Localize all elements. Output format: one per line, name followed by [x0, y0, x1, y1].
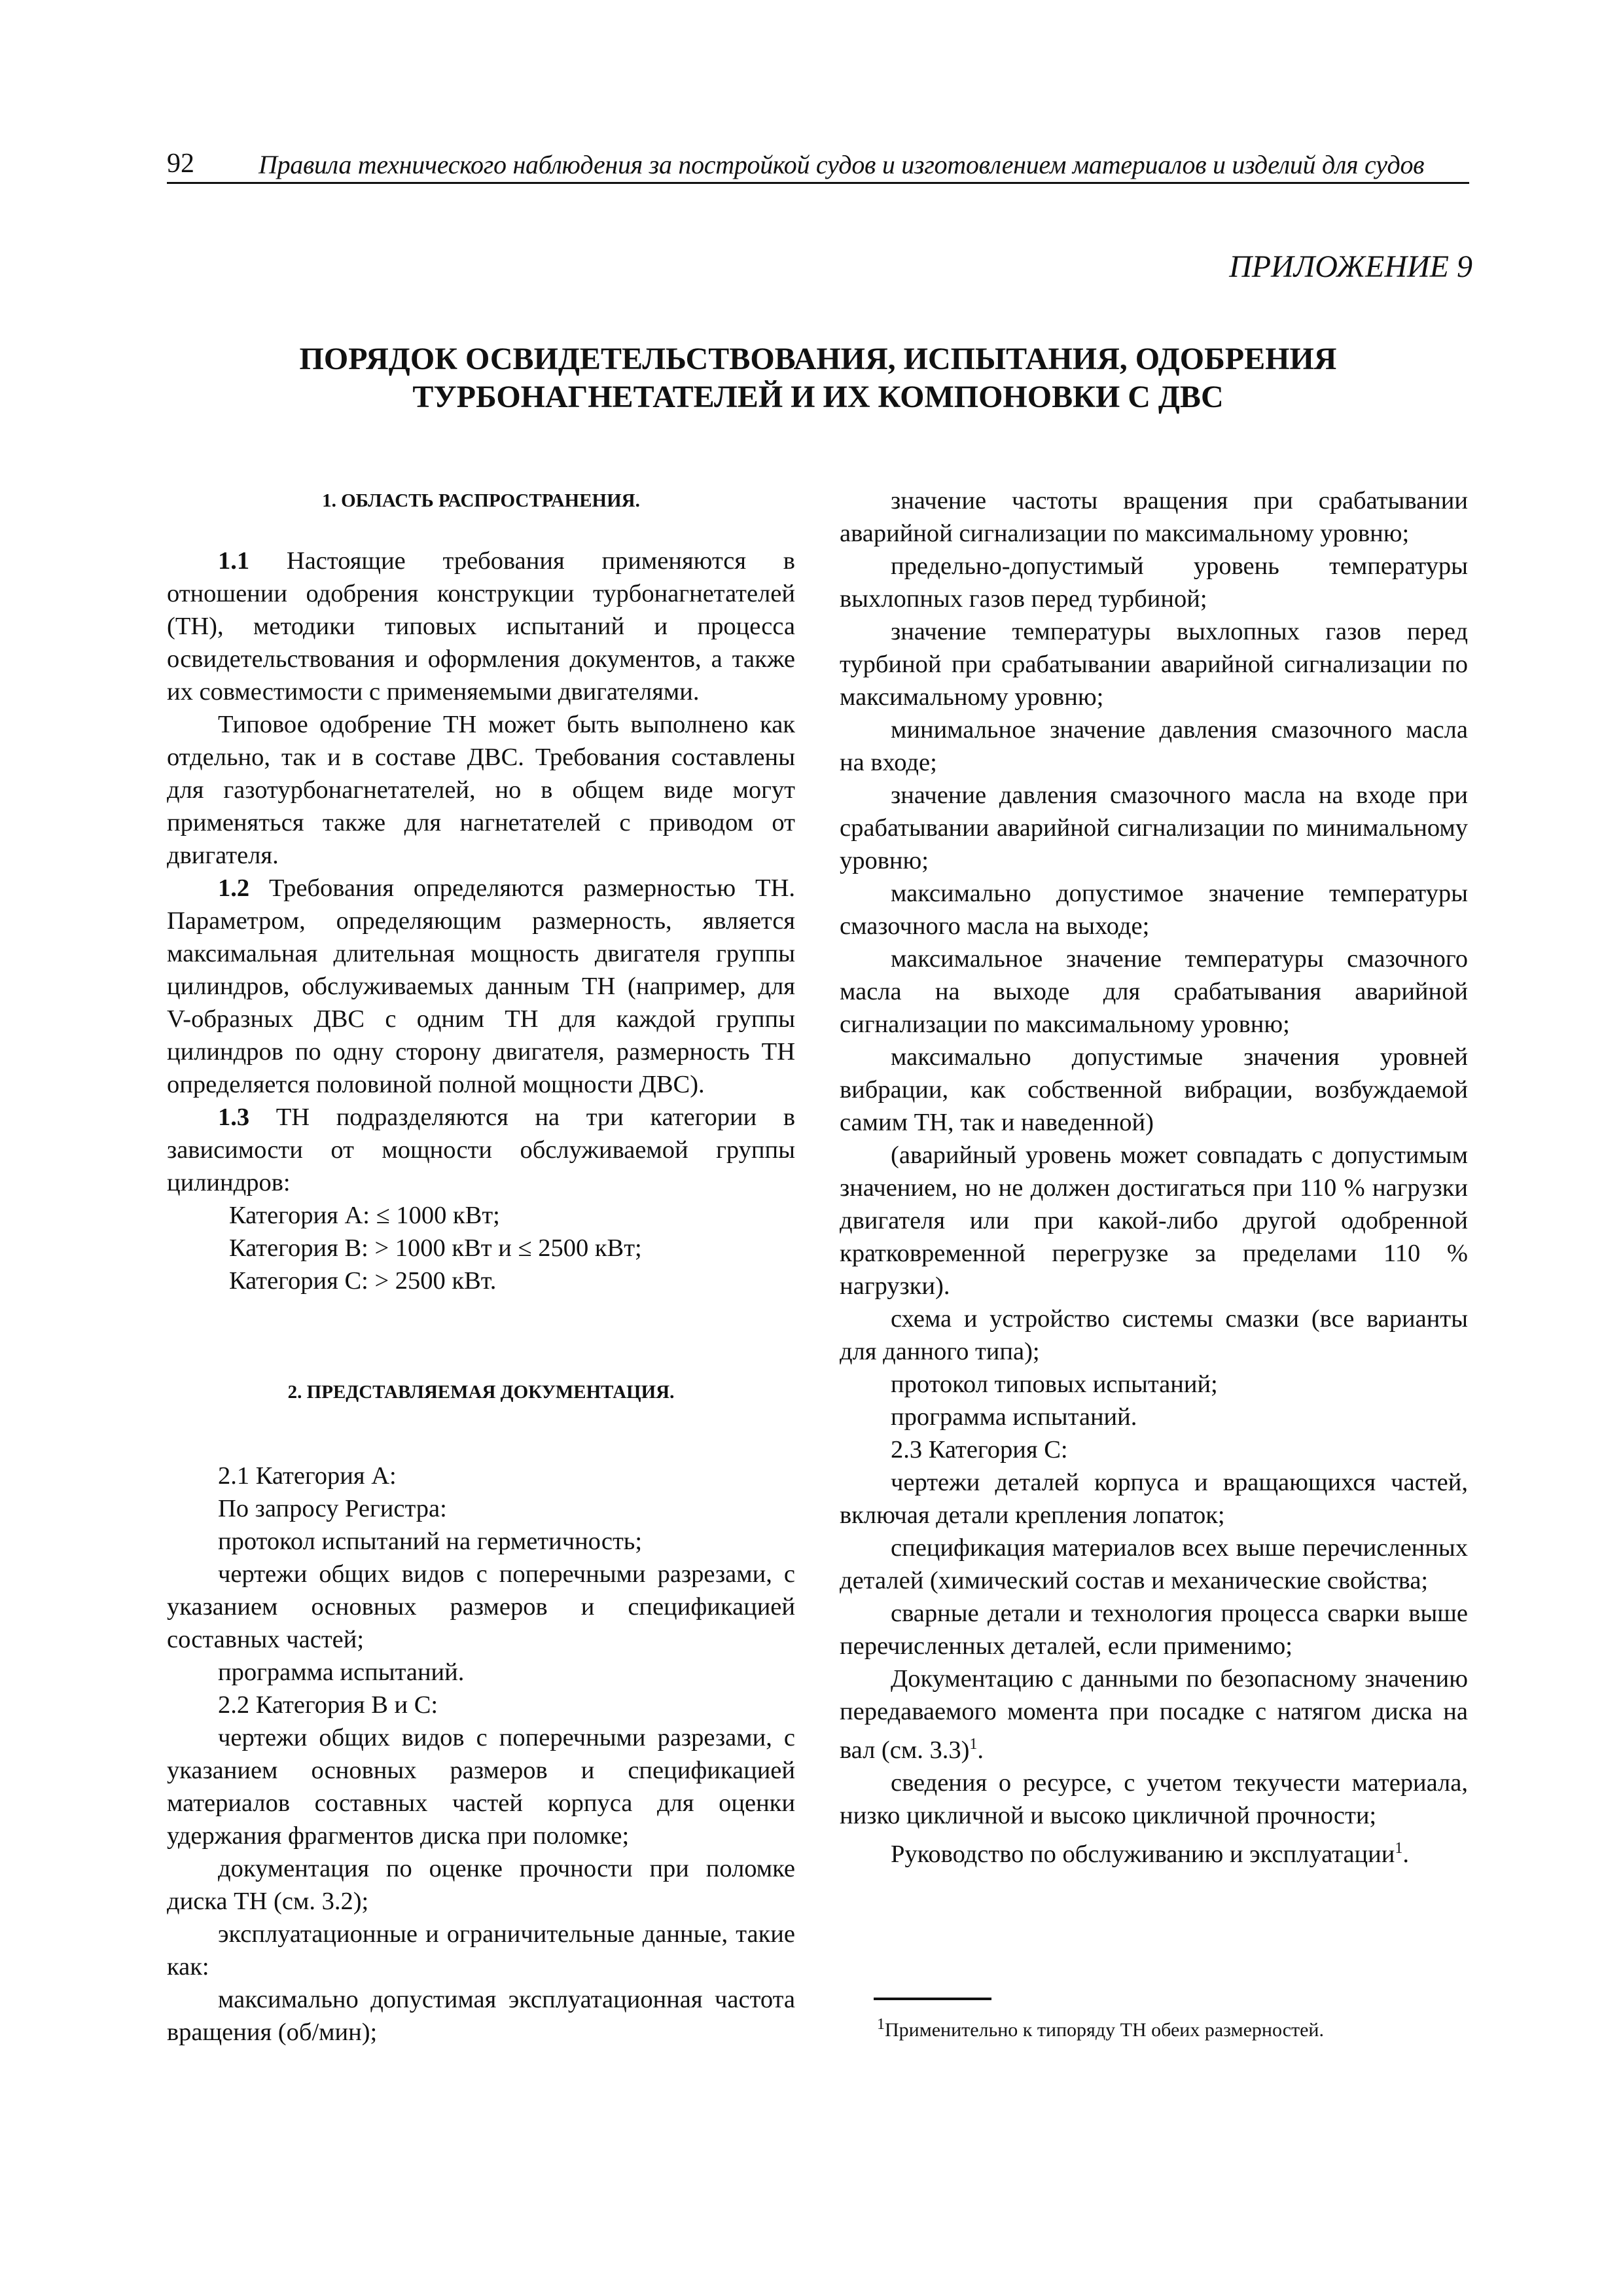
paragraph-2-2-c: эксплуатационные и ограничительные данные, такие как:	[167, 1920, 795, 1981]
paragraph-r18: сведения о ресурсе, с учетом текучести материала, низко цикличной и высоко цикличной прочности;	[840, 1768, 1468, 1829]
paragraph-r13: 2.3 Категория С:	[891, 1436, 1068, 1463]
paragraph-2-2-b: документация по оценке прочности при поломке диска ТН (см. 3.2);	[167, 1855, 795, 1915]
category-a: Категория А: ≤ 1000 кВт;	[229, 1202, 500, 1229]
paragraph-r15: спецификация материалов всех выше перечисленных деталей (химический состав и механические свойства;	[840, 1534, 1468, 1594]
footnote-ref: 1	[1395, 1839, 1403, 1857]
paragraph-r12: программа испытаний.	[891, 1403, 1137, 1431]
paragraph-r9: (аварийный уровень может совпадать с допустимым значением, но не должен достигаться при 110 % нагрузки двигателя или при какой-либо другой одобренной кратковременной перегрузке за пределами 110 % нагрузки).	[840, 1141, 1468, 1300]
paragraph-r1: значение частоты вращения при срабатывании аварийной сигнализации по максимальному уровню;	[840, 487, 1468, 547]
paragraph-r8: максимально допустимые значения уровней вибрации, как собственной вибрации, возбуждаемой самим ТН, так и наведенной)	[840, 1043, 1468, 1136]
footnote	[877, 2016, 1324, 2041]
paragraph-r2: предельно-допустимый уровень температуры выхлопных газов перед турбиной;	[840, 552, 1468, 613]
category-c: Категория С: > 2500 кВт.	[229, 1267, 497, 1295]
footnote-divider	[874, 1998, 991, 2000]
paragraph-text: Документацию с данными по безопасному значению передаваемого момента при посадке с натягом диска на вал (см. 3.3)	[840, 1665, 1468, 1764]
paragraph-text: Требования определяются размерностью ТН. Параметром, определяющим размерность, является максимальная длительная мощность двигателя группы цилиндров, обслуживаемых данным ТН (например, для V-образных ДВС с одним ТН для каждой группы цилиндров по одну сторону двигателя, размерность ТН определяется половиной полной мощности ДВС).	[167, 874, 796, 1098]
section-1-heading: 1. ОБЛАСТЬ РАСПРОСТРАНЕНИЯ.	[322, 490, 640, 511]
footnote-text: Применительно к типоряду ТН обеих размерностей.	[885, 2019, 1324, 2041]
paragraph-text: Настоящие требования применяются в отношении одобрения конструкции турбонагнетателей (ТН), методики типовых испытаний и процесса освидетельствования и оформления документов, а также их совместимости с применяемыми двигателями.	[167, 547, 795, 706]
clause-number: 1.3	[218, 1103, 250, 1131]
paragraph-typical-approval: Типовое одобрение ТН может быть выполнено как отдельно, так и в составе ДВС. Требования составлены для газотурбонагнетателей, но в общем виде могут применяться также для нагнетателей с приводом от двигателя.	[167, 711, 795, 869]
section-2-heading: 2. ПРЕДСТАВЛЯЕМАЯ ДОКУМЕНТАЦИЯ.	[287, 1382, 675, 1403]
paragraph-2-2: 2.2 Категория В и С:	[218, 1691, 438, 1719]
paragraph-r19: Руководство по обслуживанию и эксплуатации$^1$.	[891, 1839, 1409, 1868]
paragraph-r5: значение давления смазочного масла на входе при срабатывании аварийной сигнализации по минимальному уровню;	[840, 781, 1468, 874]
paragraph-r10: схема и устройство системы смазки (все варианты для данного типа);	[840, 1305, 1468, 1365]
appendix-label: ПРИЛОЖЕНИЕ 9	[1229, 249, 1472, 284]
paragraph-1-3	[167, 1101, 795, 1199]
title-line-1: ПОРЯДОК ОСВИДЕТЕЛЬСТВОВАНИЯ, ИСПЫТАНИЯ, ОДОБРЕНИЯ	[299, 342, 1337, 376]
paragraph-2-1-d: программа испытаний.	[218, 1659, 465, 1686]
paragraph-r11: протокол типовых испытаний;	[891, 1371, 1218, 1398]
page-header	[167, 144, 1469, 184]
paragraph-r7: максимальное значение температуры смазочного масла на выходе для срабатывания аварийной сигнализации по максимальному уровню;	[840, 945, 1468, 1038]
paragraph-r14: чертежи деталей корпуса и вращающихся частей, включая детали крепления лопаток;	[840, 1469, 1468, 1529]
left-column	[167, 484, 795, 2049]
category-b: Категория В: > 1000 кВт и ≤ 2500 кВт;	[229, 1234, 642, 1262]
running-title: Правила технического наблюдения за постройкой судов и изготовлением материалов и изделий для судов	[259, 150, 1425, 179]
paragraph-r16: сварные детали и технология процесса сварки выше перечисленных деталей, если применимо;	[840, 1600, 1468, 1660]
paragraph-r6: максимально допустимое значение температуры смазочного масла на выходе;	[840, 880, 1468, 940]
document-title	[167, 340, 1469, 416]
paragraph-r3: значение температуры выхлопных газов перед турбиной при срабатывании аварийной сигнализации по максимальному уровню;	[840, 618, 1468, 711]
clause-number: 1.2	[218, 874, 250, 902]
paragraph-2-1-b: протокол испытаний на герметичность;	[218, 1528, 643, 1555]
paragraph-2-2-a: чертежи общих видов с поперечными разрезами, с указанием основных размеров и спецификацией материалов составных частей корпуса для оценки удержания фрагментов диска при поломке;	[167, 1724, 795, 1850]
footnote-mark: 1	[877, 2016, 885, 2033]
paragraph-2-2-d: максимально допустимая эксплуатационная частота вращения (об/мин);	[167, 1986, 795, 2046]
paragraph-r4: минимальное значение давления смазочного масла на входе;	[840, 716, 1468, 776]
paragraph-1-1	[167, 545, 795, 708]
paragraph-2-1: 2.1 Категория А:	[218, 1462, 397, 1490]
paragraph-2-1-c: чертежи общих видов с поперечными разрезами, с указанием основных размеров и спецификацией составных частей;	[167, 1560, 795, 1653]
paragraph-text: ТН подразделяются на три категории в зависимости от мощности обслуживаемой группы цилиндров:	[167, 1103, 795, 1196]
paragraph-1-2	[167, 872, 795, 1101]
paragraph-r17: Документацию с данными по безопасному значению передаваемого момента при посадке с натягом диска на вал (см. 3.3)$^1$.	[840, 1665, 1468, 1764]
title-line-2: ТУРБОНАГНЕТАТЕЛЕЙ И ИХ КОМПОНОВКИ С ДВС	[412, 380, 1224, 414]
clause-number: 1.1	[218, 547, 250, 575]
paragraph-2-1-a: По запросу Регистра:	[218, 1495, 447, 1522]
page-number: 92	[167, 149, 194, 179]
paragraph-text: Руководство по обслуживанию и эксплуатации	[891, 1840, 1395, 1868]
footnote-ref: 1	[969, 1736, 978, 1753]
right-column	[840, 484, 1468, 1871]
